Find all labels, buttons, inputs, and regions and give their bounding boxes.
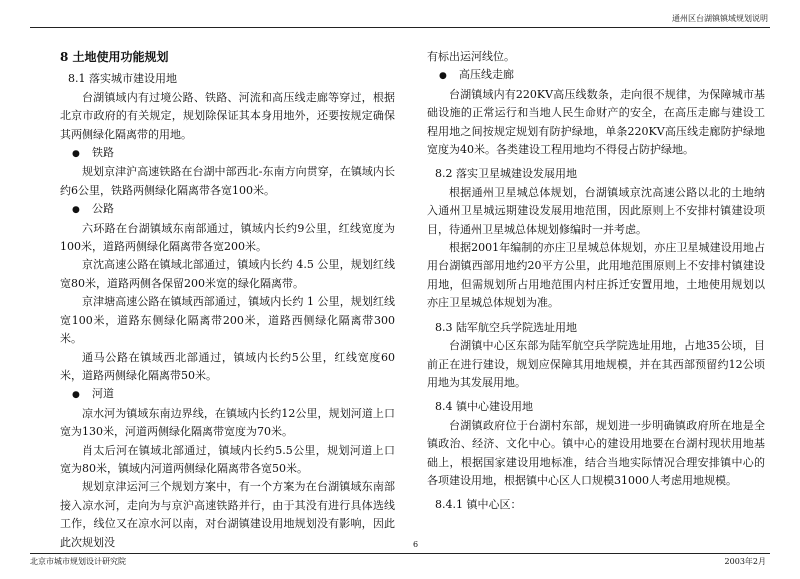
footer-rule [30, 553, 770, 554]
bullet-highway-label: 公路 [92, 202, 114, 216]
subsection-8-1: 8.1 落实城市建设用地 [68, 72, 177, 86]
bullet-hv [439, 66, 765, 85]
tongma-paragraph: 通马公路在镇域西北部通过，镇域内长约5公里，红线宽度60米，道路两侧绿化隔离带50米。 [60, 350, 395, 382]
bullet-highway [72, 200, 395, 219]
bullet-dot-icon: ● [72, 149, 80, 160]
intro-paragraph: 台湖镇域内有过境公路、铁路、河流和高压线走廊等穿过，根据北京市政府的有关规定，规划除保证其本身用地外，还要按规定确保其两侧绿化隔离带的用地。 [60, 90, 395, 141]
bullet-river-label: 河道 [92, 387, 114, 401]
ring6-paragraph: 六环路在台湖镇域东南部通过，镇域内长约9公里，红线宽度为100米，道路两侧绿化隔离带各宽200米。 [60, 221, 395, 254]
subsection-8-2: 8.2 落实卫星城建设发展用地 [435, 167, 577, 181]
jingjintang-paragraph: 京津塘高速公路在镇域西部通过，镇域内长约 1 公里，规划红线宽100米，道路东侧绿化隔离带200米，道路西侧绿化隔离带300米。 [60, 295, 395, 346]
canal-paragraph: 规划京津运河三个规划方案中，有一个方案为在台湖镇域东南部接入凉水河，走向为与京沪高速铁路并行，由于其没有进行具体选线工作，线位又在凉水河以南，对台湖镇建设用地规划没有影响，因此此次规划没 [60, 480, 395, 549]
right-column [427, 48, 765, 515]
xiaotaihou-paragraph: 肖太后河在镇域北部通过，镇域内长约5.5公里，规划河道上口宽为80米，镇域内河道两侧绿化隔离带各宽50米。 [60, 443, 395, 475]
railway-paragraph: 规划京津沪高速铁路在台湖中部西北-东南方向贯穿，在镇域内长约6公里，铁路两侧绿化隔离带各宽100米。 [60, 165, 395, 197]
header-rule [30, 27, 770, 28]
page-number: 6 [413, 540, 419, 549]
jingshen-paragraph: 京沈高速公路在镇域北部通过，镇域内长约 4.5 公里，规划红线宽80米，道路两侧各保留200米宽的绿化隔离带。 [60, 258, 395, 290]
weixing-paragraph-1: 根据通州卫星城总体规划，台湖镇域京沈高速公路以北的土地纳入通州卫星城远期建设发展用地范围，因此原则上不安排村镇建设项目，待通州卫星城总体规划修编时一并考虑。 [427, 185, 765, 236]
bullet-river [72, 385, 395, 404]
weixing-paragraph-2: 根据2001年编制的亦庄卫星城总体规划，亦庄卫星城建设用地占用台湖镇西部用地约20平方公里，此用地范围原则上不安排村镇建设用地，但需规划所占用地范围内村庄拆迁安置用地，土地使用规划以亦庄卫星城总体规划为准。 [427, 241, 765, 310]
bullet-hv-label: 高压线走廊 [459, 68, 514, 82]
army-paragraph: 台湖镇中心区东部为陆军航空兵学院选址用地，占地35公顷，目前正在进行建设，规划应保障其用地规模，并在其西部预留约12公顷用地为其发展用地。 [427, 339, 765, 389]
footer-date: 2003年2月 [724, 557, 766, 566]
bullet-dot-icon: ● [439, 71, 447, 82]
section-title: 8 土地使用功能规划 [60, 50, 169, 64]
bullet-dot-icon: ● [72, 390, 80, 401]
hv-paragraph: 台湖镇域内有220KV高压线数条，走向很不规律，为保障城市基础设施的正常运行和当地人民生命财产的安全，在高压走廊与建设工程用地之间按规定规划有防护绿地，单条220KV高压线走廊防护绿地宽度为40米。各类建设工程用地均不得侵占防护绿地。 [427, 87, 765, 157]
center-paragraph: 台湖镇政府位于台湖村东部，规划进一步明确镇政府所在地是全镇政治、经济、文化中心。镇中心的建设用地要在台湖村现状用地基础上，根据国家建设用地标准，结合当地实际情况合理安排镇中心的各项建设用地，根据镇中心区人口规模31000人考虑用地规模。 [427, 418, 765, 487]
footer-institute: 北京市城市规划设计研究院 [30, 557, 126, 566]
liangshui-paragraph: 凉水河为镇域东南边界线，在镇域内长约12公里，规划河道上口宽为130米，河道两侧绿化隔离带宽度为70米。 [60, 406, 395, 439]
canal-continuation: 有标出运河线位。 [427, 50, 515, 63]
header-title: 通州区台湖镇镇域规划说明 [672, 14, 768, 23]
subsection-8-4: 8.4 镇中心建设用地 [435, 400, 533, 414]
subsection-8-3: 8.3 陆军航空兵学院选址用地 [435, 320, 577, 334]
bullet-dot-icon: ● [72, 205, 80, 216]
subsection-8-4-1: 8.4.1 镇中心区： [435, 498, 522, 512]
bullet-railway [72, 144, 395, 163]
bullet-railway-label: 铁路 [92, 146, 114, 160]
left-column [60, 48, 395, 552]
